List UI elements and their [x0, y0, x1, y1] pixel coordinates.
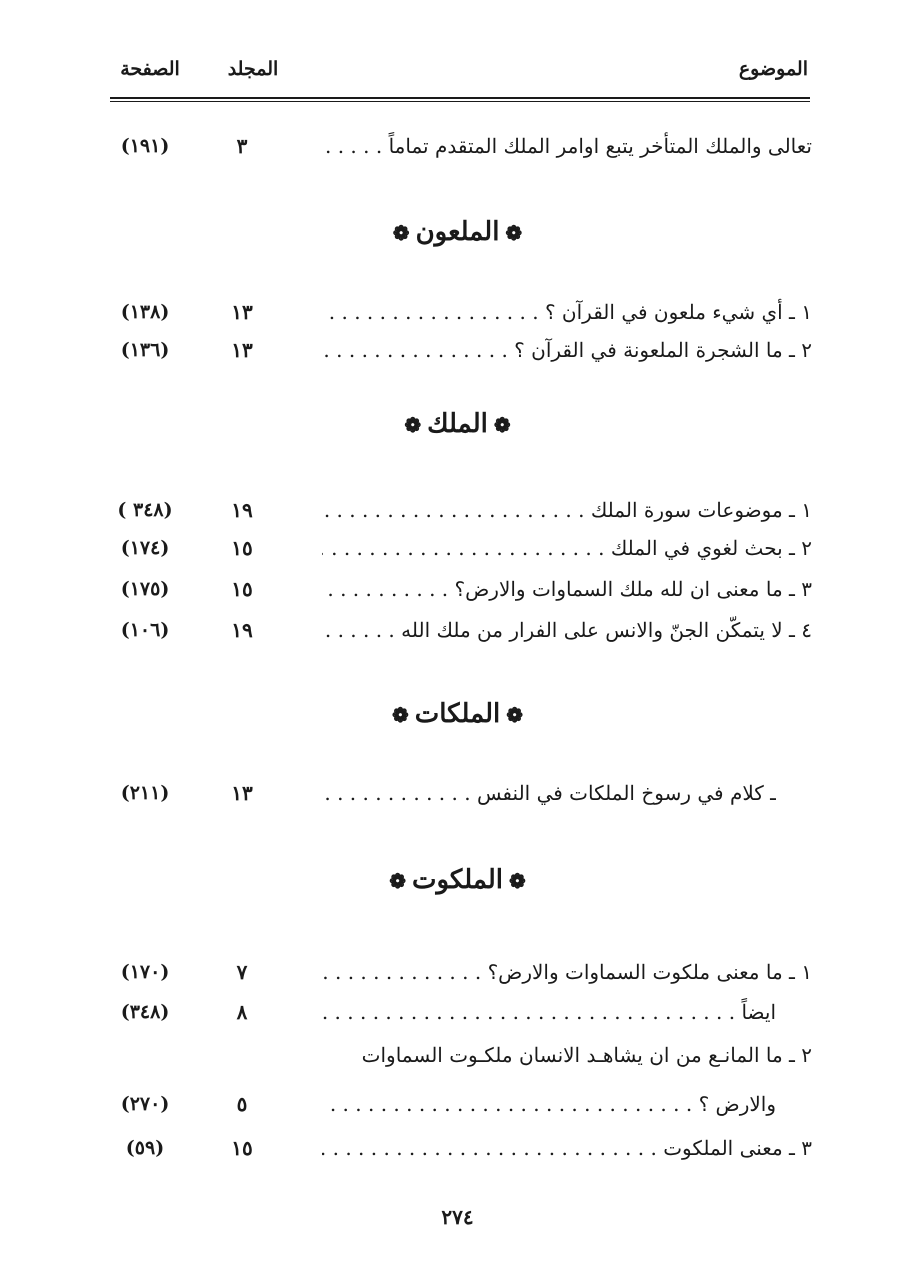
entry-page: (٥٩) — [125, 1137, 165, 1159]
header-page: الصفحة — [120, 58, 180, 80]
index-row — [100, 1131, 812, 1167]
entry-text: ١ ـ موضوعات سورة الملك . . . — [322, 493, 812, 527]
entry-volume: ١٣ — [231, 781, 253, 805]
ornament-icon: ❁ — [509, 869, 526, 893]
entry-text: ٢ ـ بحث لغوي في الملك . . . — [322, 531, 812, 565]
section-heading-malakout — [0, 860, 915, 901]
entry-text: ٤ ـ لا يتمكّن الجنّ والانس على الفرار من ملك الله . . . — [322, 613, 812, 647]
section-title: الملكات — [414, 699, 501, 729]
index-row — [100, 613, 812, 649]
entry-page: (١٩١) — [120, 135, 170, 157]
entry-page: (١٧٠) — [120, 961, 170, 983]
index-row — [100, 333, 812, 369]
entry-page: (٢٧٠) — [120, 1093, 170, 1115]
ornament-icon: ❁ — [404, 413, 422, 437]
index-row — [100, 295, 812, 331]
entry-text: تعالى والملك المتأخر يتبع اوامر الملك المتقدم تماماً . . . — [322, 129, 812, 163]
entry-volume: ١٩ — [231, 618, 253, 642]
entry-volume: ١٥ — [231, 536, 253, 560]
index-row — [100, 1038, 812, 1074]
entry-volume: ٣ — [236, 134, 248, 158]
entry-text: ٢ ـ ما المانـع من ان يشاهـد الانسان ملكـوت السماوات — [361, 1043, 812, 1067]
entry-text: ٣ ـ معنى الملكوت . . . — [322, 1131, 812, 1165]
entry-text: والارض ؟ . . . — [322, 1087, 776, 1121]
index-row — [100, 995, 812, 1031]
entry-page: (٣٤٨) — [120, 1001, 170, 1023]
section-heading-malakat — [0, 694, 915, 735]
entry-volume: ١٣ — [231, 300, 253, 324]
entry-page: (١٠٦) — [120, 619, 170, 641]
header-topic: الموضوع — [738, 58, 808, 80]
header-rule-thin — [110, 101, 810, 102]
ornament-icon: ❁ — [506, 703, 524, 727]
entry-text: ـ كلام في رسوخ الملكات في النفس . . . — [322, 776, 776, 810]
header-rule — [110, 97, 810, 99]
page-number: ٢٧٤ — [441, 1205, 474, 1229]
entry-text: ٣ ـ ما معنى ان لله ملك السماوات والارض؟ . . . — [322, 572, 812, 606]
entry-volume: ٥ — [236, 1092, 248, 1116]
entry-volume: ٨ — [236, 1000, 248, 1024]
entry-text: ١ ـ ما معنى ملكوت السماوات والارض؟ . . . — [322, 955, 812, 989]
entry-page: (٢١١) — [120, 782, 170, 804]
index-row — [100, 1087, 812, 1123]
ornament-icon: ❁ — [392, 221, 410, 245]
entry-volume: ١٥ — [231, 577, 253, 601]
index-row — [100, 531, 812, 567]
entry-page: (١٧٥) — [120, 578, 170, 600]
entry-page: (١٧٤) — [120, 537, 170, 559]
entry-page: (٣٤٨ ) — [117, 499, 173, 521]
entry-volume: ١٣ — [231, 338, 253, 362]
entry-volume: ١٥ — [231, 1136, 253, 1160]
section-title: الملك — [427, 409, 488, 439]
index-row — [100, 776, 812, 812]
ornament-icon: ❁ — [391, 703, 409, 727]
entry-volume: ١٩ — [231, 498, 253, 522]
ornament-icon: ❁ — [493, 413, 511, 437]
ornament-icon: ❁ — [389, 869, 406, 893]
index-row — [100, 129, 812, 165]
section-title: الملكوت — [411, 865, 504, 895]
index-row — [100, 572, 812, 608]
entry-text: ايضاً . . . — [322, 995, 776, 1029]
entry-page: (١٣٨) — [120, 301, 170, 323]
index-row — [100, 493, 812, 529]
section-heading-mulk — [0, 404, 915, 445]
section-title: الملعون — [415, 217, 500, 247]
entry-volume: ٧ — [236, 960, 248, 984]
ornament-icon: ❁ — [505, 221, 523, 245]
index-row — [100, 955, 812, 991]
entry-text: ١ ـ أي شيء ملعون في القرآن ؟ . . . — [322, 295, 812, 329]
header-volume: المجلد — [227, 58, 279, 80]
entry-text: ٢ ـ ما الشجرة الملعونة في القرآن ؟ . . . — [322, 333, 812, 367]
entry-page: (١٣٦) — [120, 339, 170, 361]
section-heading-maloun — [0, 212, 915, 253]
